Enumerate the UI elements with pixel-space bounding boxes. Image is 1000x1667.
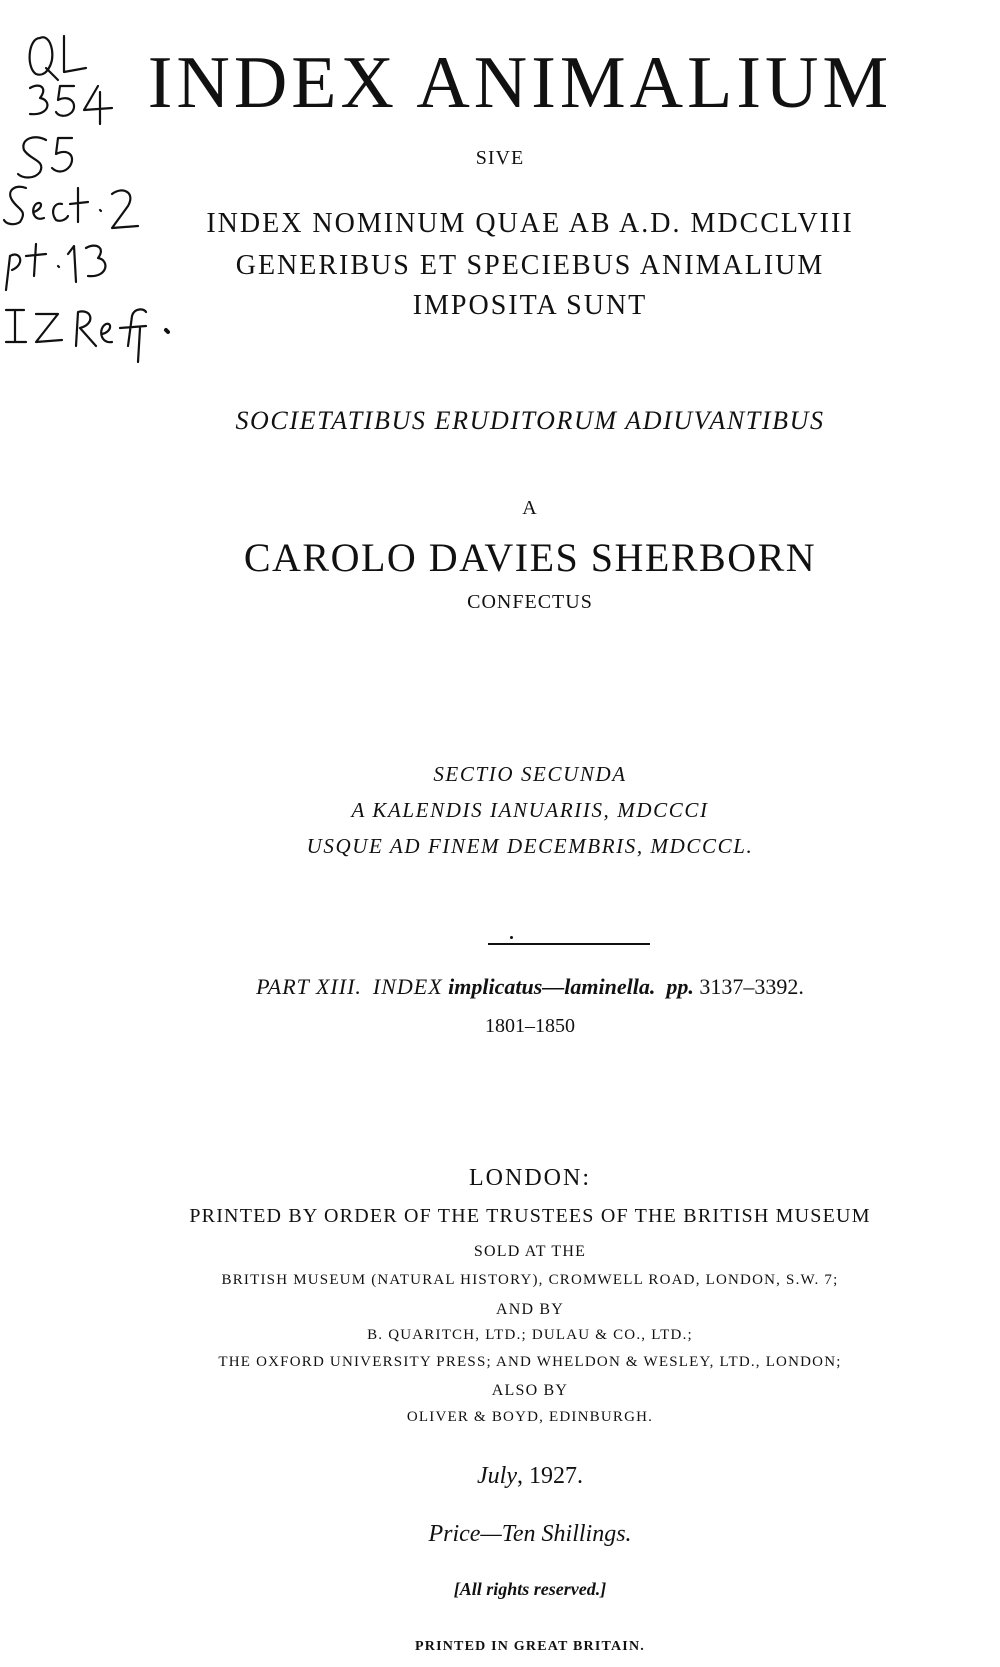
publisher-line-4: AND BY bbox=[495, 1301, 565, 1318]
author-name: CAROLO DAVIES SHERBORN bbox=[243, 535, 817, 580]
index-label: INDEX bbox=[372, 974, 443, 999]
date-year: 1927. bbox=[528, 1463, 583, 1489]
publisher-line-5: B. QUARITCH, LTD.; DULAU & CO., LTD.; bbox=[367, 1327, 693, 1343]
sectio-line-2: A KALENDIS IANUARIIS, MDCCCI bbox=[351, 798, 709, 822]
printed-in-line: PRINTED IN GREAT BRITAIN. bbox=[415, 1639, 645, 1654]
part-label: PART XIII. bbox=[256, 974, 362, 999]
subtitle-line-3: IMPOSITA SUNT bbox=[412, 290, 648, 321]
publisher-line-7: ALSO BY bbox=[491, 1382, 569, 1399]
publisher-line-1: PRINTED BY ORDER OF THE TRUSTEES OF THE BRITISH MUSEUM bbox=[189, 1205, 871, 1227]
publication-date: July, 1927. bbox=[477, 1463, 583, 1489]
publisher-line-3: BRITISH MUSEUM (NATURAL HISTORY), CROMWELL ROAD, LONDON, S.W. 7; bbox=[221, 1272, 839, 1288]
rule-dot bbox=[510, 936, 513, 939]
price-line: Price—Ten Shillings. bbox=[428, 1521, 632, 1547]
index-range: implicatus—laminella. bbox=[448, 974, 656, 999]
pp-label: pp. bbox=[666, 974, 694, 999]
rights-line: [All rights reserved.] bbox=[453, 1579, 607, 1599]
publisher-line-8: OLIVER & BOYD, EDINBURGH. bbox=[406, 1409, 654, 1425]
hw-i bbox=[6, 310, 26, 342]
part-line bbox=[30, 976, 1000, 998]
societatibus-line: SOCIETATIBUS ERUDITORUM ADIUVANTIBUS bbox=[235, 406, 825, 435]
confectus-label: CONFECTUS bbox=[467, 591, 593, 613]
publisher-line-2: SOLD AT THE bbox=[473, 1243, 587, 1260]
london-label: LONDON: bbox=[469, 1165, 591, 1191]
date-month: July bbox=[477, 1463, 517, 1489]
subtitle-line-1: INDEX NOMINUM QUAE AB A.D. MDCCLVIII bbox=[206, 208, 854, 239]
years-range: 1801–1850 bbox=[485, 1015, 575, 1037]
main-title: INDEX ANIMALIUM bbox=[147, 42, 893, 124]
sive-label: SIVE bbox=[475, 147, 525, 169]
divider-rule bbox=[488, 943, 650, 945]
hw-dot3 bbox=[166, 330, 168, 332]
page-range: 3137–3392. bbox=[699, 974, 804, 999]
subtitle-line-2: GENERIBUS ET SPECIEBUS ANIMALIUM bbox=[235, 250, 825, 281]
sectio-line-1: SECTIO SECUNDA bbox=[433, 762, 627, 786]
publisher-line-6: THE OXFORD UNIVERSITY PRESS; AND WHELDON & WESLEY, LTD., LONDON; bbox=[218, 1354, 842, 1370]
a-label: A bbox=[522, 497, 538, 519]
sectio-line-3: USQUE AD FINEM DECEMBRIS, MDCCCL. bbox=[306, 834, 754, 858]
